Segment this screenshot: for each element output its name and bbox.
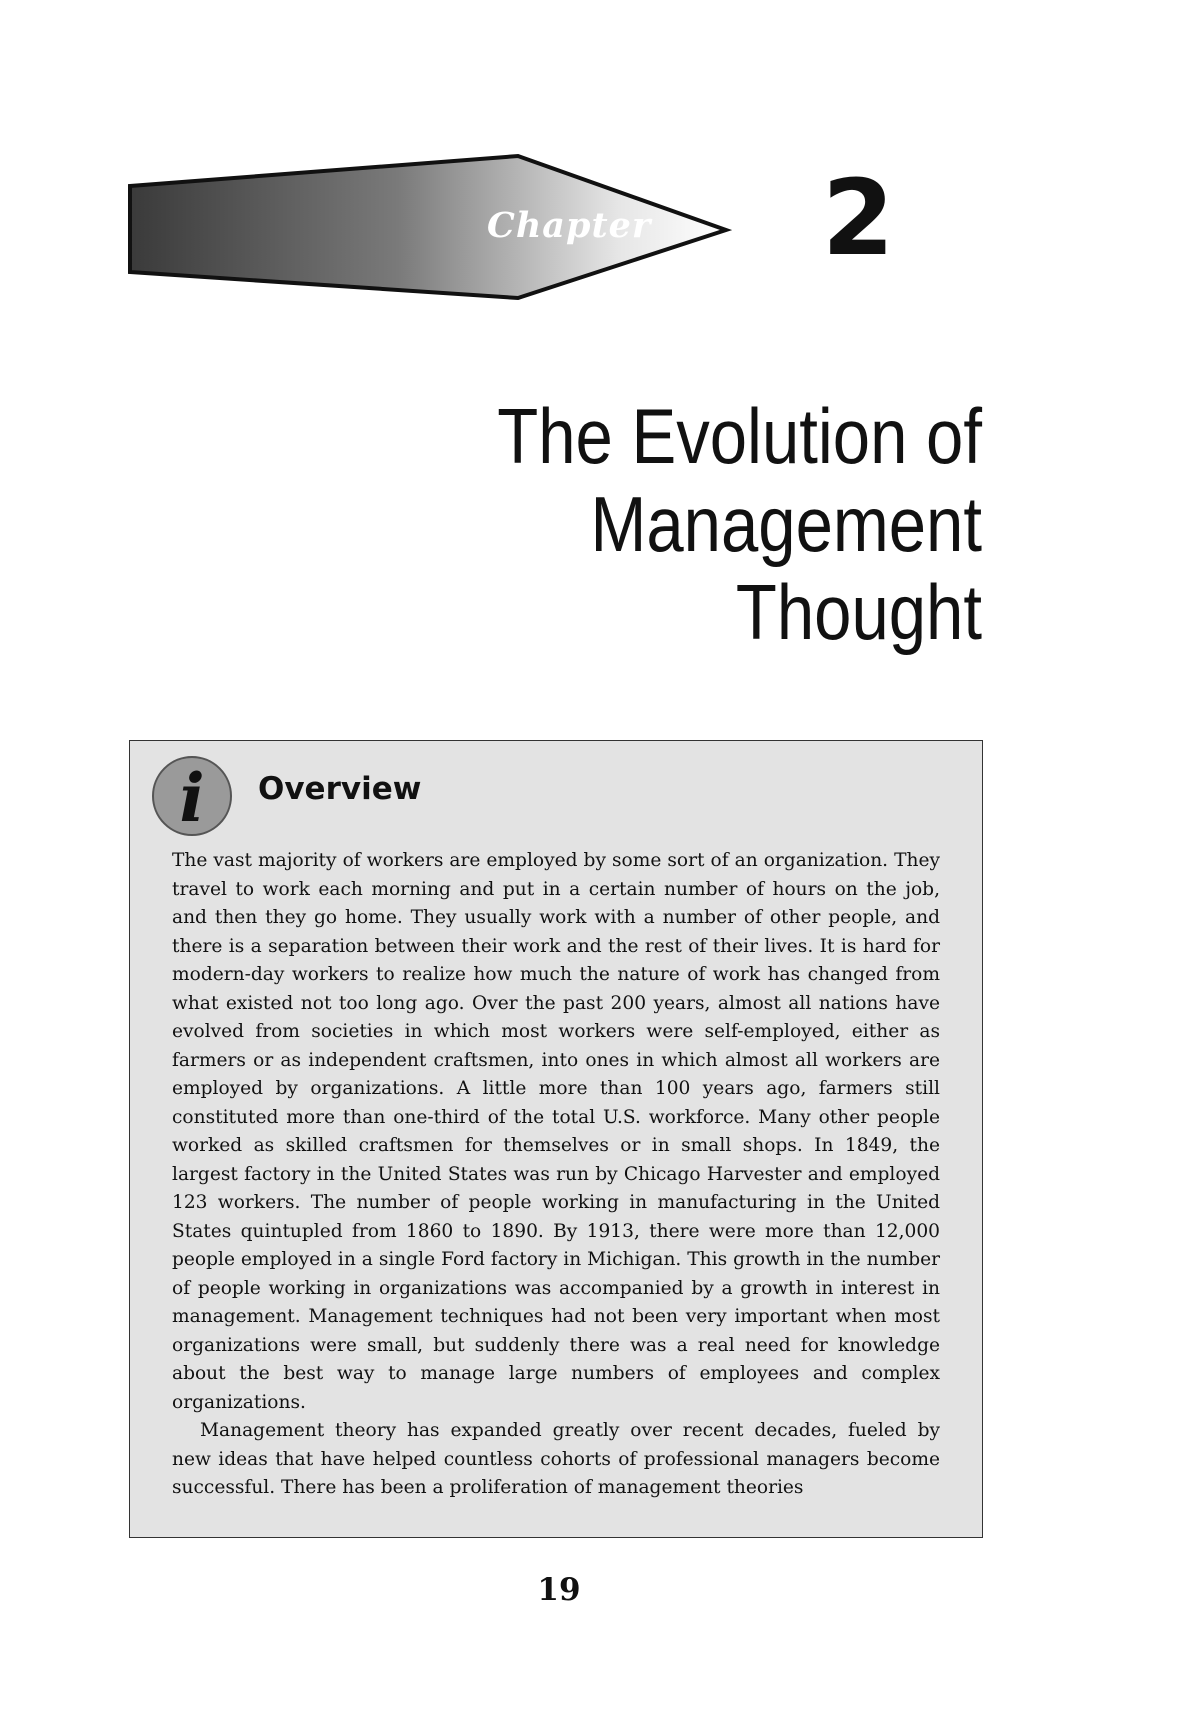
info-icon-glyph: i: [179, 759, 205, 837]
overview-body: [172, 847, 940, 1503]
overview-heading: Overview: [258, 771, 422, 807]
page-title-line-2: Thought: [735, 568, 982, 656]
chapter-number: 2: [822, 157, 895, 279]
chapter-label: Chapter: [487, 205, 652, 246]
page-title: [328, 392, 982, 656]
page-number: 19: [537, 1572, 581, 1608]
info-icon: [151, 755, 233, 837]
overview-box: [129, 740, 983, 1538]
overview-paragraph-2: Management theory has expanded greatly over recent decades, fueled by new ideas that have helped countless cohorts of professional managers become successful. There has been a proliferation of management theories: [172, 1420, 940, 1498]
overview-paragraph-1: The vast majority of workers are employed by some sort of an organization. They travel to work each morning and put in a certain number of hours on the job, and then they go home. They usually work with a number of other people, and there is a separation between their work and the rest of their lives. It is hard for modern-day workers to realize how much the nature of work has changed from what existed not too long ago. Over the past 200 years, almost all nations have evolved from societies in which most workers were self-employed, either as farmers or as independent craftsmen, into ones in which almost all workers are employed by organizations. A little more than 100 years ago, farmers still constituted more than one-third of the total U.S. workforce. Many other people worked as skilled craftsmen for themselves or in small shops. In 1849, the largest factory in the United States was run by Chicago Harvester and employed 123 workers. The number of people working in manufacturing in the United States quintupled from 1860 to 1890. By 1913, there were more than 12,000 people employed in a single Ford factory in Michigan. This growth in the number of people working in organizations was accompanied by a growth in interest in management. Management techniques had not been very important when most organizations were small, but suddenly there was a real need for knowledge about the best way to manage large numbers of employees and complex organizations.: [172, 850, 940, 1413]
page-title-line-1: The Evolution of Management: [497, 392, 982, 568]
